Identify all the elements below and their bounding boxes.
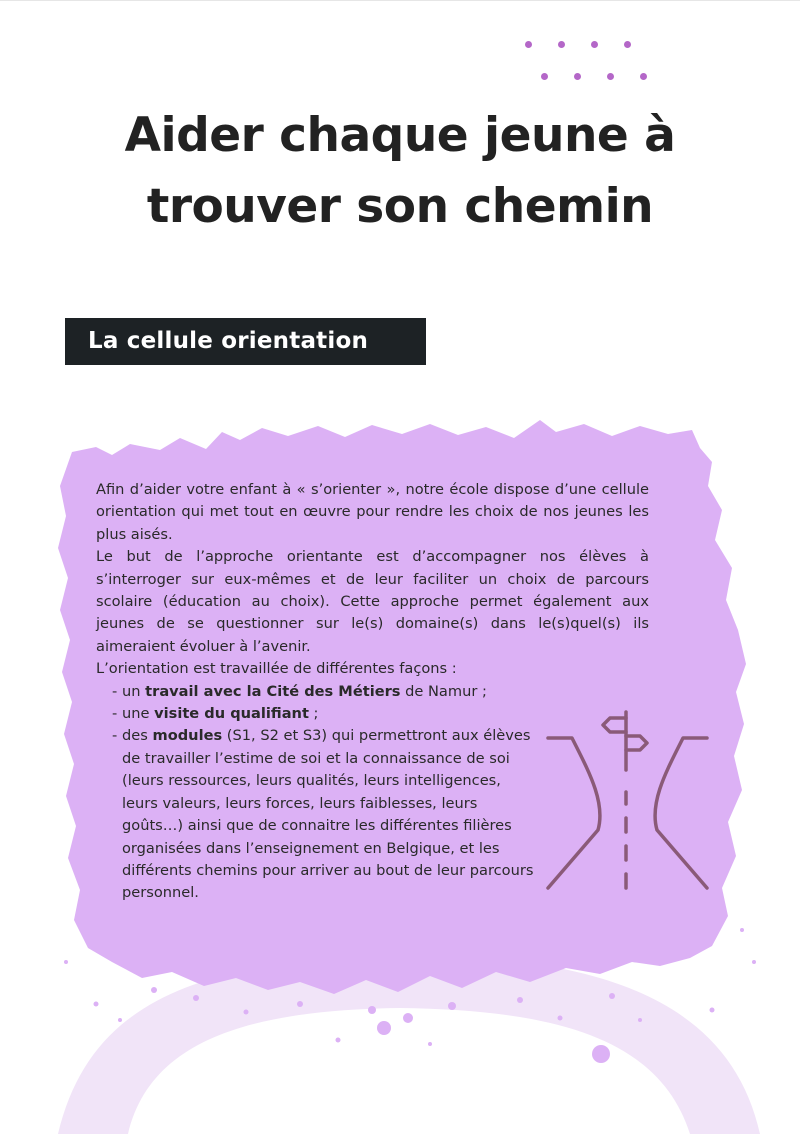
decor-dot (624, 41, 631, 48)
intro-paragraph-1: Afin d’aider votre enfant à « s’orienter », notre école dispose d’une cellule orientation qui met tout en œuvre pour rendre les choix de nos jeunes les plus aisés. (96, 481, 649, 543)
crossroads-road-icon (540, 708, 715, 890)
list-item-bold: travail avec la Cité des Métiers (145, 682, 401, 700)
list-item-rest: ; (308, 705, 319, 723)
decor-dot (574, 73, 581, 80)
list-item-prefix: un (122, 682, 146, 700)
title-line-2: trouver son chemin (146, 179, 654, 234)
list-item-prefix: des (122, 727, 153, 745)
list-item-rest: de Namur ; (400, 682, 487, 700)
list-lead: L’orientation est travaillée de différentes façons : (96, 660, 457, 678)
decor-dot (525, 41, 532, 48)
dash-bullet-icon: - (112, 705, 118, 723)
dash-bullet-icon: - (112, 727, 118, 745)
list-item-rest: (S1, S2 et S3) qui permettront aux élèves de travailler l’estime de soi et la connaissance de soi (leurs ressources, leurs qualités, leurs intelligences, leurs valeurs, leurs forces, leurs faiblesses, leurs goûts…) ainsi que de connaitre les différentes filières organisées dans l’enseignement en Belgique, et les différents chemins pour arriver au bout de leur parcours personnel. (122, 727, 534, 902)
title-line-1: Aider chaque jeune à (124, 108, 676, 163)
section-label: La cellule orientation (65, 318, 426, 365)
dash-bullet-icon: - (112, 682, 118, 700)
list-item (96, 681, 649, 703)
decor-dot (558, 41, 565, 48)
decor-dot (640, 73, 647, 80)
decor-dot (541, 73, 548, 80)
intro-paragraph-2: Le but de l’approche orientante est d’accompagner nos élèves à s’interroger sur eux-mêmes et de leur faciliter un choix de parcours scolaire (éducation au choix). Cette approche permet également aux jeunes de se questionner sur le(s) domaine(s) dans le(s)quel(s) ils aimeraient évoluer à l’avenir. (96, 548, 649, 655)
list-item-bold: visite du qualifiant (154, 705, 309, 723)
list-item-bold: modules (152, 727, 223, 745)
page-title (0, 100, 800, 242)
dot-grid-icon (520, 36, 660, 86)
decor-dot (607, 73, 614, 80)
decor-dot (591, 41, 598, 48)
list-item (96, 725, 540, 904)
list-item-prefix: une (122, 705, 155, 723)
